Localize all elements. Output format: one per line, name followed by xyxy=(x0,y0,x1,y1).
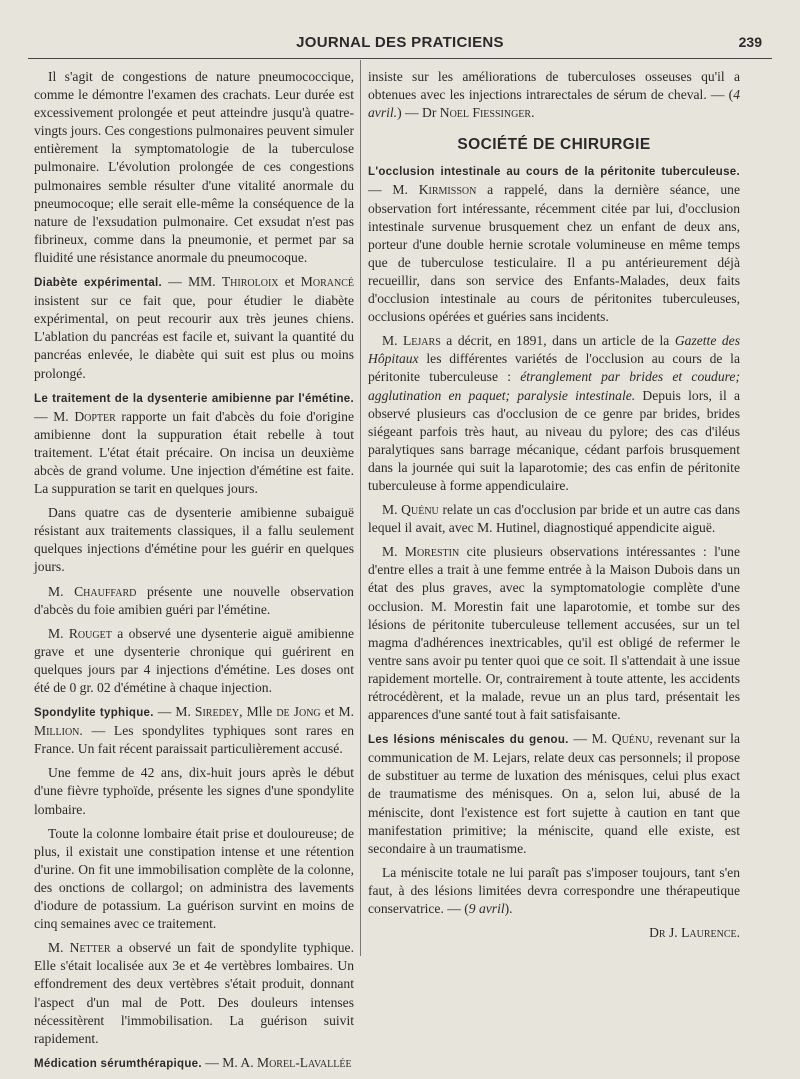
page-number: 239 xyxy=(738,34,762,50)
right-column xyxy=(368,68,740,942)
rubric-heading: Spondylite typhique. xyxy=(34,707,154,720)
author-name: M. Rouget xyxy=(48,625,112,641)
paragraph: Toute la colonne lombaire était prise et douloureuse; de plus, il existait une constipation intense et une rétention d'urine. On fit une immobilisation complète de la colonne, des onctions de collargol; on administra des lavements d'iodure de potassium. La guérison survint en moins de cinq semaines avec ce traitement. xyxy=(34,825,354,932)
paragraph: M. Lejars a décrit, en 1891, dans un article de la Gazette des Hôpitaux les différentes variétés de l'occlusion au cours de la péritonite tuberculeuse : étranglement par brides et coudure; agglutination en paquet; paralysie intestinale. Depuis lors, il a observé plusieurs cas d'occlusion de ce genre par brides, brides siégeant parfois très haut, au niveau du pylore; des cas d'iléus paralytiques sans barrage mécanique, cédant parfois brusquement dans la journée qui suit la laparotomie; des cas enfin de péritonite tuberculeuse à forme appendiculaire. xyxy=(368,333,741,493)
rubric-heading: L'occlusion intestinale au cours de la péritonite tuberculeuse. xyxy=(368,166,740,179)
author-name: Noel Fiessinger. xyxy=(439,105,535,121)
paragraph: M. Netter a observé un fait de spondylite typhique. Elle s'était localisée aux 3e et 4e vertèbres lombaires. Un effondrement des deux vertèbres s'était produit, donnant l'aspect d'un mal de Pott. Des douleurs intenses nécessitèrent l'immobilisation. La guérison suivit rapidement. xyxy=(34,940,354,1046)
author-name: Morel-Lavallée xyxy=(257,1054,352,1070)
paragraph: La méniscite totale ne lui paraît pas s'imposer toujours, tant s'en faut, à des lésions limitées devra correspondre une thérapeutique conservatrice. — (9 avril). xyxy=(368,864,740,917)
paragraph: Il s'agit de congestions de nature pneumococcique, comme le démontre l'examen des crachats. Leur durée est excessivement prolongée et peut atteindre jusqu'à quatre-vingts jours. Ces congestions pulmonaires peuvent simuler entièrement la symptomatologie de la tuberculose pulmonaire. L'évolution prolongée de ces congestions pulmonaires semble résulter d'une vitalité anormale du pneumocoque; elle serait elle-même la conséquence de la nature de l'exsudation pulmonaire. Cet exsudat n'est pas fibrineux, comme dans la pneumonie, et permet par sa fluidité une résistance anormale du pneumocoque. xyxy=(34,69,354,265)
author-name: de Jong xyxy=(276,704,321,720)
author-name: M. Lejars xyxy=(382,333,441,349)
author-name: Siredey xyxy=(194,704,240,720)
author-name: M. Netter xyxy=(48,940,111,956)
author-name: Quénu xyxy=(611,731,650,747)
author-name: M. Morestin xyxy=(382,544,460,560)
author-name: Million xyxy=(34,723,80,739)
paragraph: M. Morestin cite plusieurs observations intéressantes : l'une d'entre elles a trait à une femme entrée à la Maison Dubois dans un état des plus graves, avec la symptomatologie complète d'une occlusion. M. Morestin fait une laparotomie, et tombe sur des lésions de péritonite tuberculeuse tellement accusées, sur un tel magma d'adhérences inextricables, qu'il est obligé de refermer le ventre sans avoir pu tenter quoi que ce soit. Il s'attendait à une issue rapidement mortelle. Or, contrairement à toute attente, les accidents rétrocédèrent, et la malade, revue un an plus tard, présentait les apparences d'une santé tout à fait satisfaisante. xyxy=(368,544,740,723)
section-title: SOCIÉTÉ DE CHIRURGIE xyxy=(457,136,651,154)
left-column xyxy=(34,68,354,1079)
journal-name: Gazette des Hôpitaux xyxy=(368,333,741,367)
paragraph: M. Chauffard présente une nouvelle observation d'abcès du foie amibien guéri par l'émétine. xyxy=(34,583,354,617)
date: 9 avril xyxy=(468,901,505,917)
author-name: Dopter xyxy=(74,408,116,424)
author-name: M. Quénu xyxy=(382,502,439,518)
author-name: Thiroloix xyxy=(221,274,279,290)
paragraph: M. Rouget a observé une dysenterie aiguë amibienne grave et une dysenterie chronique qui guérirent en quelques jours par 4 injections d'émétine. Les doses ont été de 0 gr. 02 d'émétine à chaque injection. xyxy=(34,625,354,695)
paragraph: Une femme de 42 ans, dix-huit jours après le début d'une fièvre typhoïde, présente les signes d'une spondylite lombaire. xyxy=(34,765,354,817)
paragraph: Spondylite typhique. — M. Siredey, Mlle de Jong et M. Million. — Les spondylites typhiques sont rares en France. Un fait récent paraissait particulièrement accusé. xyxy=(34,704,355,757)
rubric-heading: Les lésions méniscales du genou. xyxy=(368,734,569,747)
column-divider xyxy=(360,60,361,956)
author-name: M. Chauffard xyxy=(48,583,137,599)
journal-title: JOURNAL DES PRATICIENS xyxy=(296,34,504,51)
rubric-heading: Médication sérumthérapique. xyxy=(34,1057,202,1070)
rubric-heading: Le traitement de la dysenterie amibienne par l'émétine. xyxy=(34,392,354,405)
paragraph: Le traitement de la dysenterie amibienne par l'émétine. — M. Dopter rapporte un fait d'abcès du foie d'origine amibienne dont la suppuration était rebelle à tout traitement. L'état était précaire. On incisa un deuxième abcès de grand volume. Une injection d'émétine est faite. La suppuration se tarit en quelques jours. xyxy=(34,392,354,497)
signature: Dr J. Laurence. xyxy=(649,925,740,941)
rubric-heading: Diabète expérimental. xyxy=(34,277,163,290)
paragraph: insiste sur les améliorations de tuberculoses osseuses qu'il a obtenues avec les injections intrarectales de sérum de cheval. — (4 avril.) — Dr Noel Fiessinger. xyxy=(368,69,740,121)
header-rule xyxy=(28,58,772,59)
occlusion-types: étranglement par brides et coudure; agglutination en paquet; paralysie intestinale. xyxy=(368,369,740,403)
date: 4 avril. xyxy=(368,87,740,121)
paragraph: M. Quénu relate un cas d'occlusion par bride et un autre cas dans lequel il avait, avec M. Hutinel, diagnostiqué appendicite aiguë. xyxy=(368,502,740,536)
author-name: Kirmisson xyxy=(418,182,477,198)
paragraph: Diabète expérimental. — MM. Thiroloix et Morancé insistent sur ce fait que, pour étudier le diabète expérimental, on peut recourir aux très jeunes chiens. L'ablation du pancréas est facile et, suivant la quantité du pancréas enlevée, le diabète qui suit est plus ou moins prolongé. xyxy=(34,274,354,381)
paragraph: L'occlusion intestinale au cours de la péritonite tuberculeuse. — M. Kirmisson a rappelé, dans la dernière séance, une observation fort intéressante, récemment citée par lui, d'occlusion intestinale survenue brusquement chez un enfant de deux ans, porteur d'une double hernie scrotale volumineuse en même temps que de tuberculose testiculaire. Il a pu antérieurement déjà recueillir, dans son service des Enfants-Malades, deux faits d'occlusion intestinale au cours de péritonites tuberculeuses, occlusions opérées et guéries sans incidents. xyxy=(368,166,740,325)
author-name: Morancé xyxy=(300,274,354,290)
paragraph: Médication sérumthérapique. — M. A. Morel-Lavallée xyxy=(34,1054,352,1070)
paragraph: Les lésions méniscales du genou. — M. Quénu, revenant sur la communication de M. Lejars, relate deux cas personnels; il propose de substituer au terme de luxation des ménisques, celui plus exact de traumatisme des ménisques. On a, selon lui, abusé de la méniscite, dont l'existence est fort sujette à caution en tant que manifestation primitive; la méniscite, quand elle existe, est secondaire à un traumatisme. xyxy=(368,731,740,856)
paragraph: Dans quatre cas de dysenterie amibienne subaiguë résistant aux traitements classiques, il a fallu seulement quelques injections d'émétine pour les guérir en quelques jours. xyxy=(34,505,354,575)
running-header xyxy=(30,26,770,56)
